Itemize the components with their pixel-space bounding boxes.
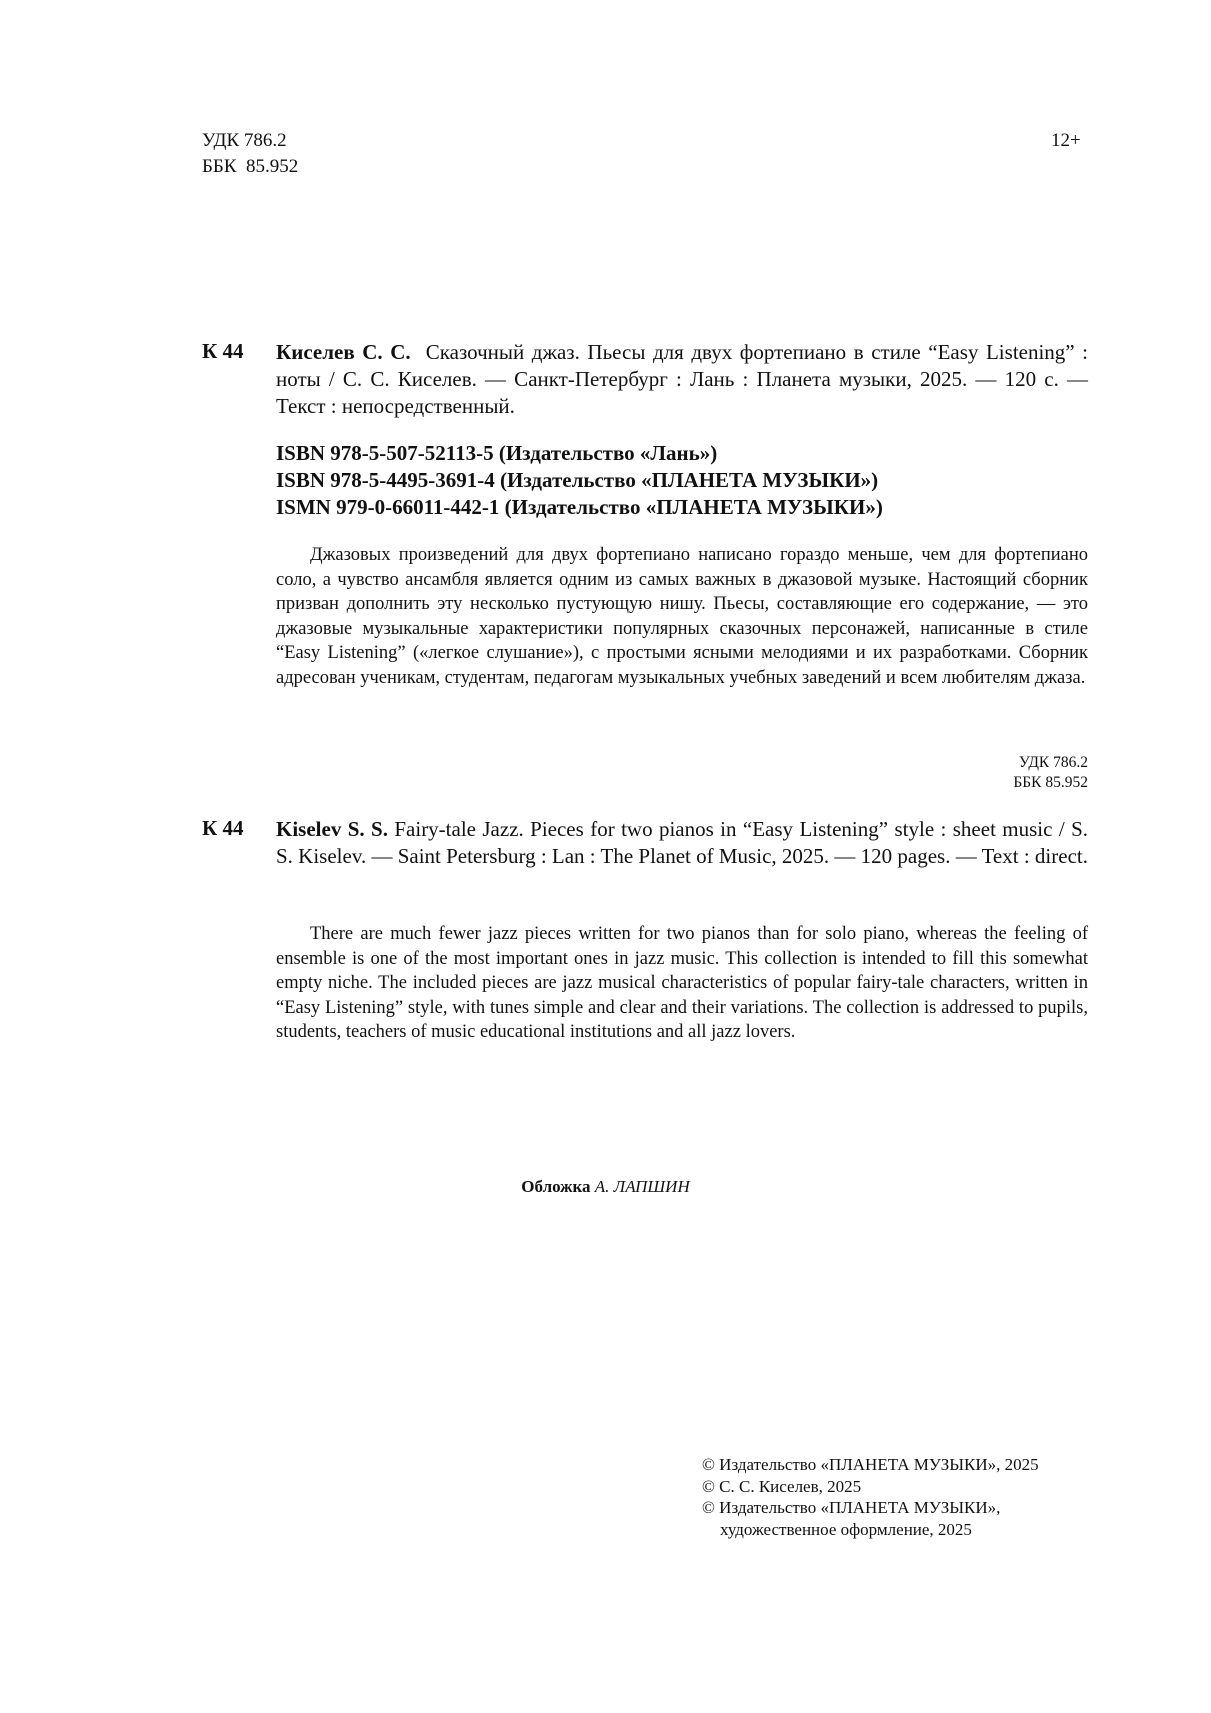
copyright-line: © Издательство «ПЛАНЕТА МУЗЫКИ»,: [702, 1498, 1001, 1517]
bbk-code: ББК 85.952: [202, 156, 299, 177]
ru-author-sign: К 44: [202, 339, 244, 363]
ru-bibliographic-entry: [276, 339, 1088, 420]
en-author: Kiselev S. S.: [276, 817, 388, 841]
copyright-line: © С. С. Киселев, 2025: [702, 1476, 862, 1496]
cover-label: Обложка: [521, 1177, 591, 1196]
age-rating: 12+: [1051, 130, 1081, 151]
cover-credit: [0, 1177, 1211, 1197]
copyright-line: художественное оформление, 2025: [720, 1519, 972, 1539]
udk-bbk-right: [900, 753, 1088, 793]
cover-designer: А. ЛАПШИН: [594, 1177, 690, 1196]
isbn-planet: ISBN 978-5-4495-3691-4 (Издательство «ПЛАНЕТА МУЗЫКИ»): [276, 468, 879, 492]
ismn-planet: ISMN 979-0-66011-442-1 (Издательство «ПЛАНЕТА МУЗЫКИ»): [276, 495, 883, 519]
en-author-sign: К 44: [202, 816, 244, 840]
en-description: Fairy-tale Jazz. Pieces for two pianos in “Easy Listening” style : sheet music / S. S. Kiselev. — Saint Petersburg : Lan : The Planet of Music, 2025. — 120 pages. — Text : direct.: [276, 817, 1088, 868]
ru-description: Сказочный джаз. Пьесы для двух фортепиано в стиле “Easy Listening” : ноты / С. С. Киселев. — Санкт-Петербург : Лань : Планета музыки, 2025. — 120 с. — Текст : непосредственный.: [276, 340, 1089, 418]
copyright-line: © Издательство «ПЛАНЕТА МУЗЫКИ», 2025: [702, 1455, 1039, 1474]
en-abstract: There are much fewer jazz pieces written for two pianos than for solo piano, whereas the feeling of ensemble is one of the most important ones in jazz music. This collection is intended to fill this somewhat empty niche. The included pieces are jazz musical characteristics of popular fairy-tale characters, written in “Easy Listening” style, with tunes simple and clear and their variations. The collection is addressed to pupils, students, teachers of music educational institutions and all jazz lovers.: [276, 924, 1088, 1042]
ru-author: Киселев С. С.: [276, 340, 411, 364]
copyright-block: [702, 1454, 1039, 1540]
udk-code-right: УДК 786.2: [1018, 754, 1088, 771]
udk-bbk-block: [202, 128, 298, 180]
udk-code: УДК 786.2: [202, 130, 287, 151]
bbk-code-right: ББК 85.952: [1013, 774, 1088, 791]
ru-abstract: Джазовых произведений для двух фортепиано написано гораздо меньше, чем для фортепиано соло, а чувство ансамбля является одним из самых важных в джазовой музыке. Настоящий сборник призван дополнить эту несколько пустующую нишу. Пьесы, составляющие его содержание, — это джазовые музыкальные характеристики популярных сказочных персонажей, написанные в стиле “Easy Listening” («легкое слушание»), с простыми ясными мелодиями и их разработками. Сборник адресован ученикам, студентам, педагогам музыкальных учебных заведений и всем любителям джаза.: [276, 545, 1088, 688]
isbn-block: [276, 440, 883, 521]
en-bibliographic-entry: [276, 816, 1088, 870]
isbn-lan: ISBN 978-5-507-52113-5 (Издательство «Лань»): [276, 441, 718, 465]
